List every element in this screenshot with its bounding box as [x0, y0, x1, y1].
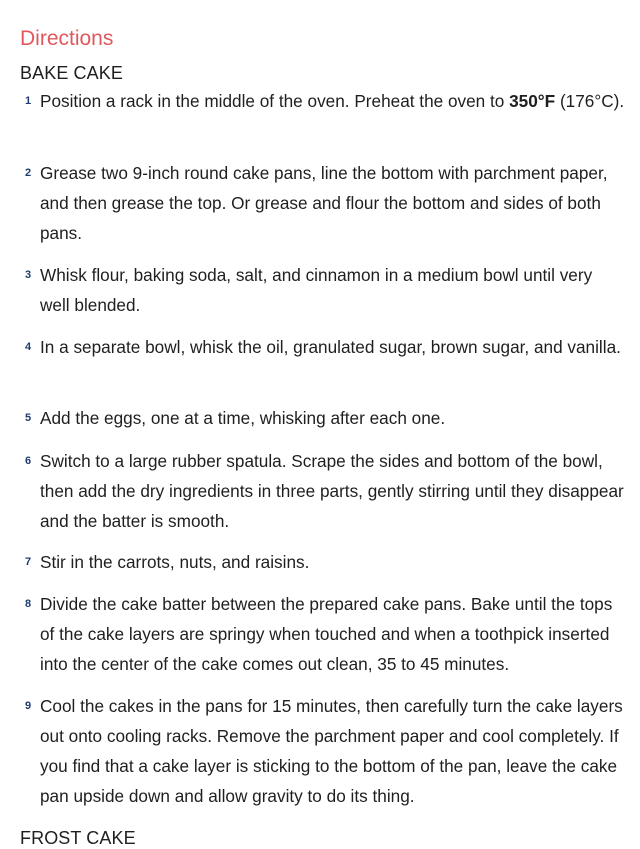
step-number: 9	[25, 700, 32, 712]
step-number: 1	[25, 95, 32, 107]
step-text	[40, 86, 626, 116]
step-text: Switch to a large rubber spatula. Scrape the sides and bottom of the bowl, then add the dry ingredients in three parts, gently stirring until they disappear and the batter is smooth.	[40, 451, 624, 531]
step-text-part: Position a rack in the middle of the oven. Preheat the oven to	[40, 91, 510, 111]
bake-cake-section-title: BAKE CAKE	[20, 63, 123, 83]
step-text: Stir in the carrots, nuts, and raisins.	[40, 552, 310, 572]
step-text: Cool the cakes in the pans for 15 minutes, then carefully turn the cake layers out onto cooling racks. Remove the parchment paper and cool completely. If you find that a cake layer is sticking to the bottom of the pan, leave the cake pan upside down and allow gravity to do its thing.	[40, 696, 623, 806]
step-number: 8	[25, 598, 32, 610]
step-number: 4	[25, 341, 32, 353]
step-number: 6	[25, 455, 32, 467]
step-number: 5	[25, 412, 32, 424]
step-text: Whisk flour, baking soda, salt, and cinnamon in a medium bowl until very well blended.	[40, 265, 593, 315]
frost-cake-section-title: FROST CAKE	[20, 828, 136, 848]
step-text: Divide the cake batter between the prepared cake pans. Bake until the tops of the cake layers are springy when touched and when a toothpick inserted into the center of the cake comes out clean, 35 to 45 minutes.	[40, 594, 613, 674]
directions-heading: Directions	[20, 27, 114, 50]
step-text: In a separate bowl, whisk the oil, granulated sugar, brown sugar, and vanilla.	[40, 337, 621, 357]
step-text-part: (176°C).	[555, 91, 625, 111]
step-text: Grease two 9-inch round cake pans, line the bottom with parchment paper, and then grease the top. Or grease and flour the bottom and sides of both pans.	[40, 163, 608, 243]
step-text: Add the eggs, one at a time, whisking after each one.	[40, 408, 446, 428]
temperature-highlight: 350°F	[509, 91, 556, 111]
step-number: 2	[25, 167, 32, 179]
step-number: 7	[25, 556, 32, 568]
step-number: 3	[25, 269, 32, 281]
